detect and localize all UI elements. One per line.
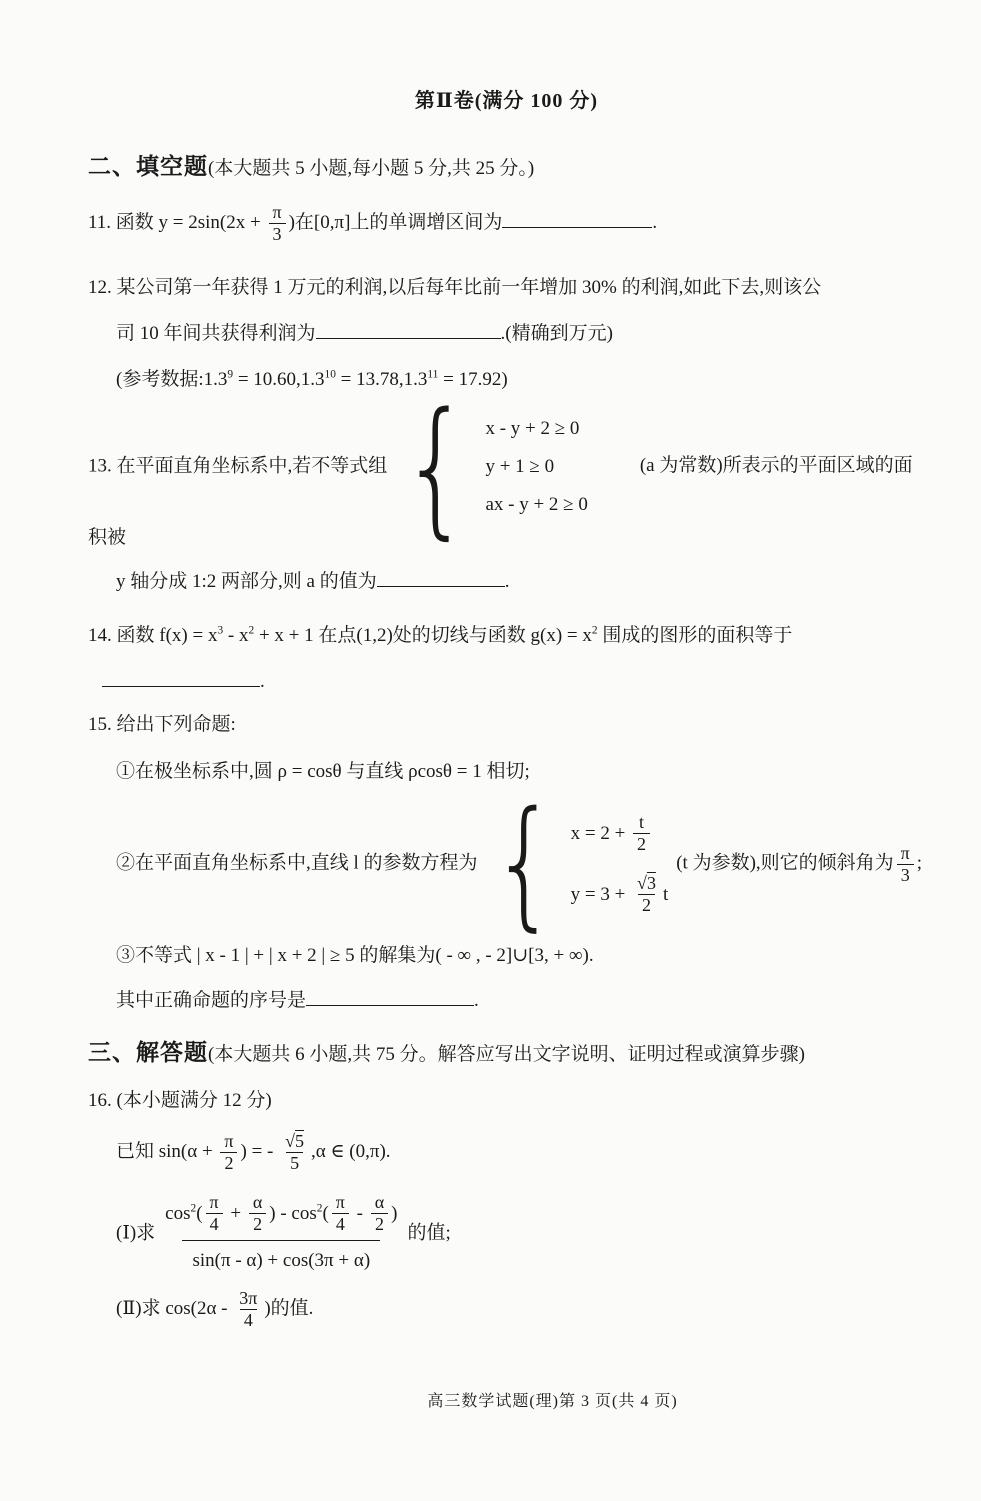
question-14-line-1 (88, 621, 925, 651)
plus-operator: + (225, 1202, 246, 1224)
inequality-system (389, 381, 588, 553)
question-14-line-2 (88, 667, 925, 697)
q16-given-text-post: ,α ∈ (0,π). (311, 1140, 391, 1162)
q16-part1-label: (Ⅰ)求 (116, 1222, 156, 1244)
minus-cos-text: ) - cos (269, 1202, 317, 1224)
q15-conclusion-text: 其中正确命题的序号是 (116, 990, 307, 1011)
q13-text-post: (a 为常数)所表示的平面区域的面积被 (88, 455, 913, 548)
radical-sign: √ (637, 873, 647, 893)
question-16-intro: 16. (本小题满分 12 分) (88, 1090, 272, 1111)
fraction-pi-over-3 (897, 843, 914, 886)
fraction-denominator: 5 (286, 1152, 303, 1174)
q11-text-post: )在[0,π]上的单调增区间为 (288, 211, 503, 233)
q16-part1-numerator (157, 1192, 405, 1240)
eq-y-text: y = 3 + (570, 883, 631, 905)
inequality-1: x - y + 2 ≥ 0 (485, 418, 580, 439)
q12-text-post: .(精确到万元) (500, 323, 613, 344)
q12-ref-text-4: = 17.92) (438, 369, 508, 390)
q16-part1-tail: 的值; (407, 1222, 451, 1244)
solve-section-note: (本大题共 6 小题,共 75 分。解答应写出文字说明、证明过程或演算步骤) (208, 1044, 805, 1065)
fraction-pi-over-4 (332, 1192, 349, 1235)
question-12-line-2 (88, 319, 925, 349)
radicand: 5 (295, 1131, 305, 1151)
parametric-eq-x (571, 812, 669, 855)
q11-answer-blank (502, 210, 652, 228)
q14-exponent-3: 3 (217, 624, 224, 637)
question-15-item-1: ①在极坐标系中,圆 ρ = cosθ 与直线 ρcosθ = 1 相切; (116, 761, 530, 782)
parametric-rows (571, 812, 669, 916)
fraction-sqrt3-over-2 (633, 873, 660, 916)
parametric-eq-y (571, 873, 669, 916)
q12-exponent-10: 10 (324, 368, 336, 381)
q13-period: . (504, 571, 510, 592)
fraction-numerator: π (224, 1131, 234, 1151)
q15-item2-semicolon: ; (916, 852, 923, 874)
question-16-part-1 (88, 1192, 925, 1276)
exponent-2: 2 (316, 1202, 323, 1215)
question-16-part-2 (88, 1288, 925, 1331)
question-12-reference-data (88, 365, 925, 395)
q16-part2-text-pre: (Ⅱ)求 cos(2α - (116, 1297, 233, 1319)
q12-answer-blank (316, 321, 501, 339)
q12-ref-text-3: = 13.78,1.3 (335, 369, 428, 390)
fraction-denominator: 3 (269, 223, 286, 245)
radicand: 3 (646, 873, 656, 893)
fraction-numerator: α (252, 1192, 263, 1212)
question-15-item-3: ③不等式 | x - 1 | + | x + 2 | ≥ 5 的解集为( - ∞ , - 2]∪[3, + ∞). (116, 945, 594, 966)
solve-section-heading (88, 1038, 925, 1070)
q12-exponent-9: 9 (227, 368, 234, 381)
q12-exponent-11: 11 (427, 368, 439, 381)
q14-text-1: 14. 函数 f(x) = x (88, 625, 218, 646)
fill-section-note: (本大题共 5 小题,每小题 5 分,共 25 分。) (208, 158, 535, 179)
question-11 (88, 202, 925, 245)
left-brace: { (490, 782, 558, 945)
q12-ref-text-2: = 10.60,1.3 (233, 369, 325, 390)
q16-part2-tail: )的值. (264, 1297, 314, 1319)
num-cos-squared-1 (165, 1199, 202, 1229)
inequality-2: y + 1 ≥ 0 (485, 456, 555, 477)
fraction-pi-over-2 (220, 1131, 237, 1174)
fraction-numerator: π (209, 1192, 219, 1212)
question-13-line-2 (88, 567, 925, 597)
q14-text-4: 围成的图形的面积等于 (597, 625, 793, 646)
fraction-alpha-over-2 (249, 1192, 266, 1235)
q14-text-2: - x (223, 625, 249, 646)
fraction-denominator: 2 (249, 1213, 266, 1235)
radical-sign: √ (285, 1131, 296, 1151)
fraction-pi-over-4 (206, 1192, 223, 1235)
cos-text: cos (165, 1202, 191, 1224)
open-paren: ( (196, 1202, 203, 1224)
fraction-numerator: π (900, 842, 910, 863)
q13-answer-blank (377, 569, 505, 587)
q16-part1-fraction (157, 1192, 405, 1276)
question-16-given (88, 1131, 925, 1174)
question-15-conclusion (88, 986, 925, 1016)
fraction-denominator: 4 (240, 1309, 257, 1331)
q16-part1-denominator: sin(π - α) + cos(3π + α) (182, 1240, 380, 1276)
q15-item2-text-pre: ②在平面直角坐标系中,直线 l 的参数方程为 (116, 852, 478, 874)
fraction-numerator: π (272, 202, 282, 222)
minus-operator: - (351, 1202, 368, 1224)
fraction-sqrt5-over-5 (281, 1131, 308, 1174)
q12-ref-text-1: (参考数据:1.3 (116, 369, 228, 390)
q15-answer-blank (306, 988, 474, 1006)
question-15-item-2 (88, 782, 925, 945)
close-paren: ) (391, 1202, 398, 1224)
open-paren: ( (322, 1202, 329, 1224)
q11-period: . (652, 211, 658, 233)
fraction-denominator: 2 (220, 1152, 237, 1174)
sqrt-5 (281, 1131, 308, 1152)
fill-section-title: 二、填空题 (88, 154, 208, 179)
q14-period: . (260, 671, 265, 692)
fraction-alpha-over-2 (371, 1192, 388, 1235)
eq-y-parameter: t (662, 883, 669, 905)
q14-exponent-2b: 2 (591, 624, 598, 637)
q15-item2-text-mid: (t 为参数),则它的倾斜角为 (676, 852, 894, 874)
exponent-2: 2 (190, 1202, 197, 1215)
q11-text-pre: 11. 函数 y = 2sin(2x + (88, 211, 266, 233)
fraction-numerator: π (335, 1192, 345, 1212)
q16-given-text-pre: 已知 sin(α + (116, 1140, 218, 1162)
fraction-denominator: 2 (633, 833, 650, 855)
question-13-line-1 (88, 381, 925, 553)
fraction-numerator: 3π (239, 1288, 258, 1308)
solve-section-title: 三、解答题 (88, 1040, 208, 1065)
fill-section-heading (88, 152, 925, 184)
part-title: 第Ⅱ卷(满分 100 分) (414, 90, 599, 112)
q16-given-equals: ) = - (240, 1140, 279, 1162)
inequality-3: ax - y + 2 ≥ 0 (485, 494, 588, 515)
question-12-line-1: 12. 某公司第一年获得 1 万元的利润,以后每年比前一年增加 30% 的利润,如此下去,则该公 (88, 277, 822, 298)
num-cos-squared-2 (269, 1199, 329, 1229)
eq-x-text: x = 2 + (570, 822, 631, 844)
fraction-numerator: α (374, 1192, 385, 1212)
q15-period: . (474, 990, 479, 1011)
fraction-denominator: 2 (371, 1213, 388, 1235)
fraction-numerator: t (639, 812, 645, 832)
q12-text-pre: 司 10 年间共获得利润为 (116, 323, 316, 344)
fraction-denominator: 3 (897, 864, 914, 886)
question-15-intro: 15. 给出下列命题: (88, 714, 236, 735)
fraction-denominator: 4 (206, 1213, 223, 1235)
fraction-t-over-2 (633, 812, 650, 855)
q14-exponent-2a: 2 (248, 624, 255, 637)
fraction-denominator: 4 (332, 1213, 349, 1235)
fraction-3pi-over-4 (235, 1288, 261, 1331)
left-brace: { (401, 381, 472, 553)
q13-text-pre: 13. 在平面直角坐标系中,若不等式组 (88, 455, 388, 477)
fraction-denominator: 2 (638, 894, 655, 916)
fraction-pi-over-3 (268, 202, 285, 245)
q14-text-3: + x + 1 在点(1,2)处的切线与函数 g(x) = x (254, 625, 592, 646)
page-footer: 高三数学试题(理)第 3 页(共 4 页) (427, 1393, 678, 1410)
q14-answer-blank (102, 669, 260, 687)
q13-text-2: y 轴分成 1:2 两部分,则 a 的值为 (116, 571, 377, 592)
inequality-rows (485, 412, 587, 522)
sqrt-3 (633, 873, 660, 894)
parametric-equation-system (480, 782, 669, 945)
